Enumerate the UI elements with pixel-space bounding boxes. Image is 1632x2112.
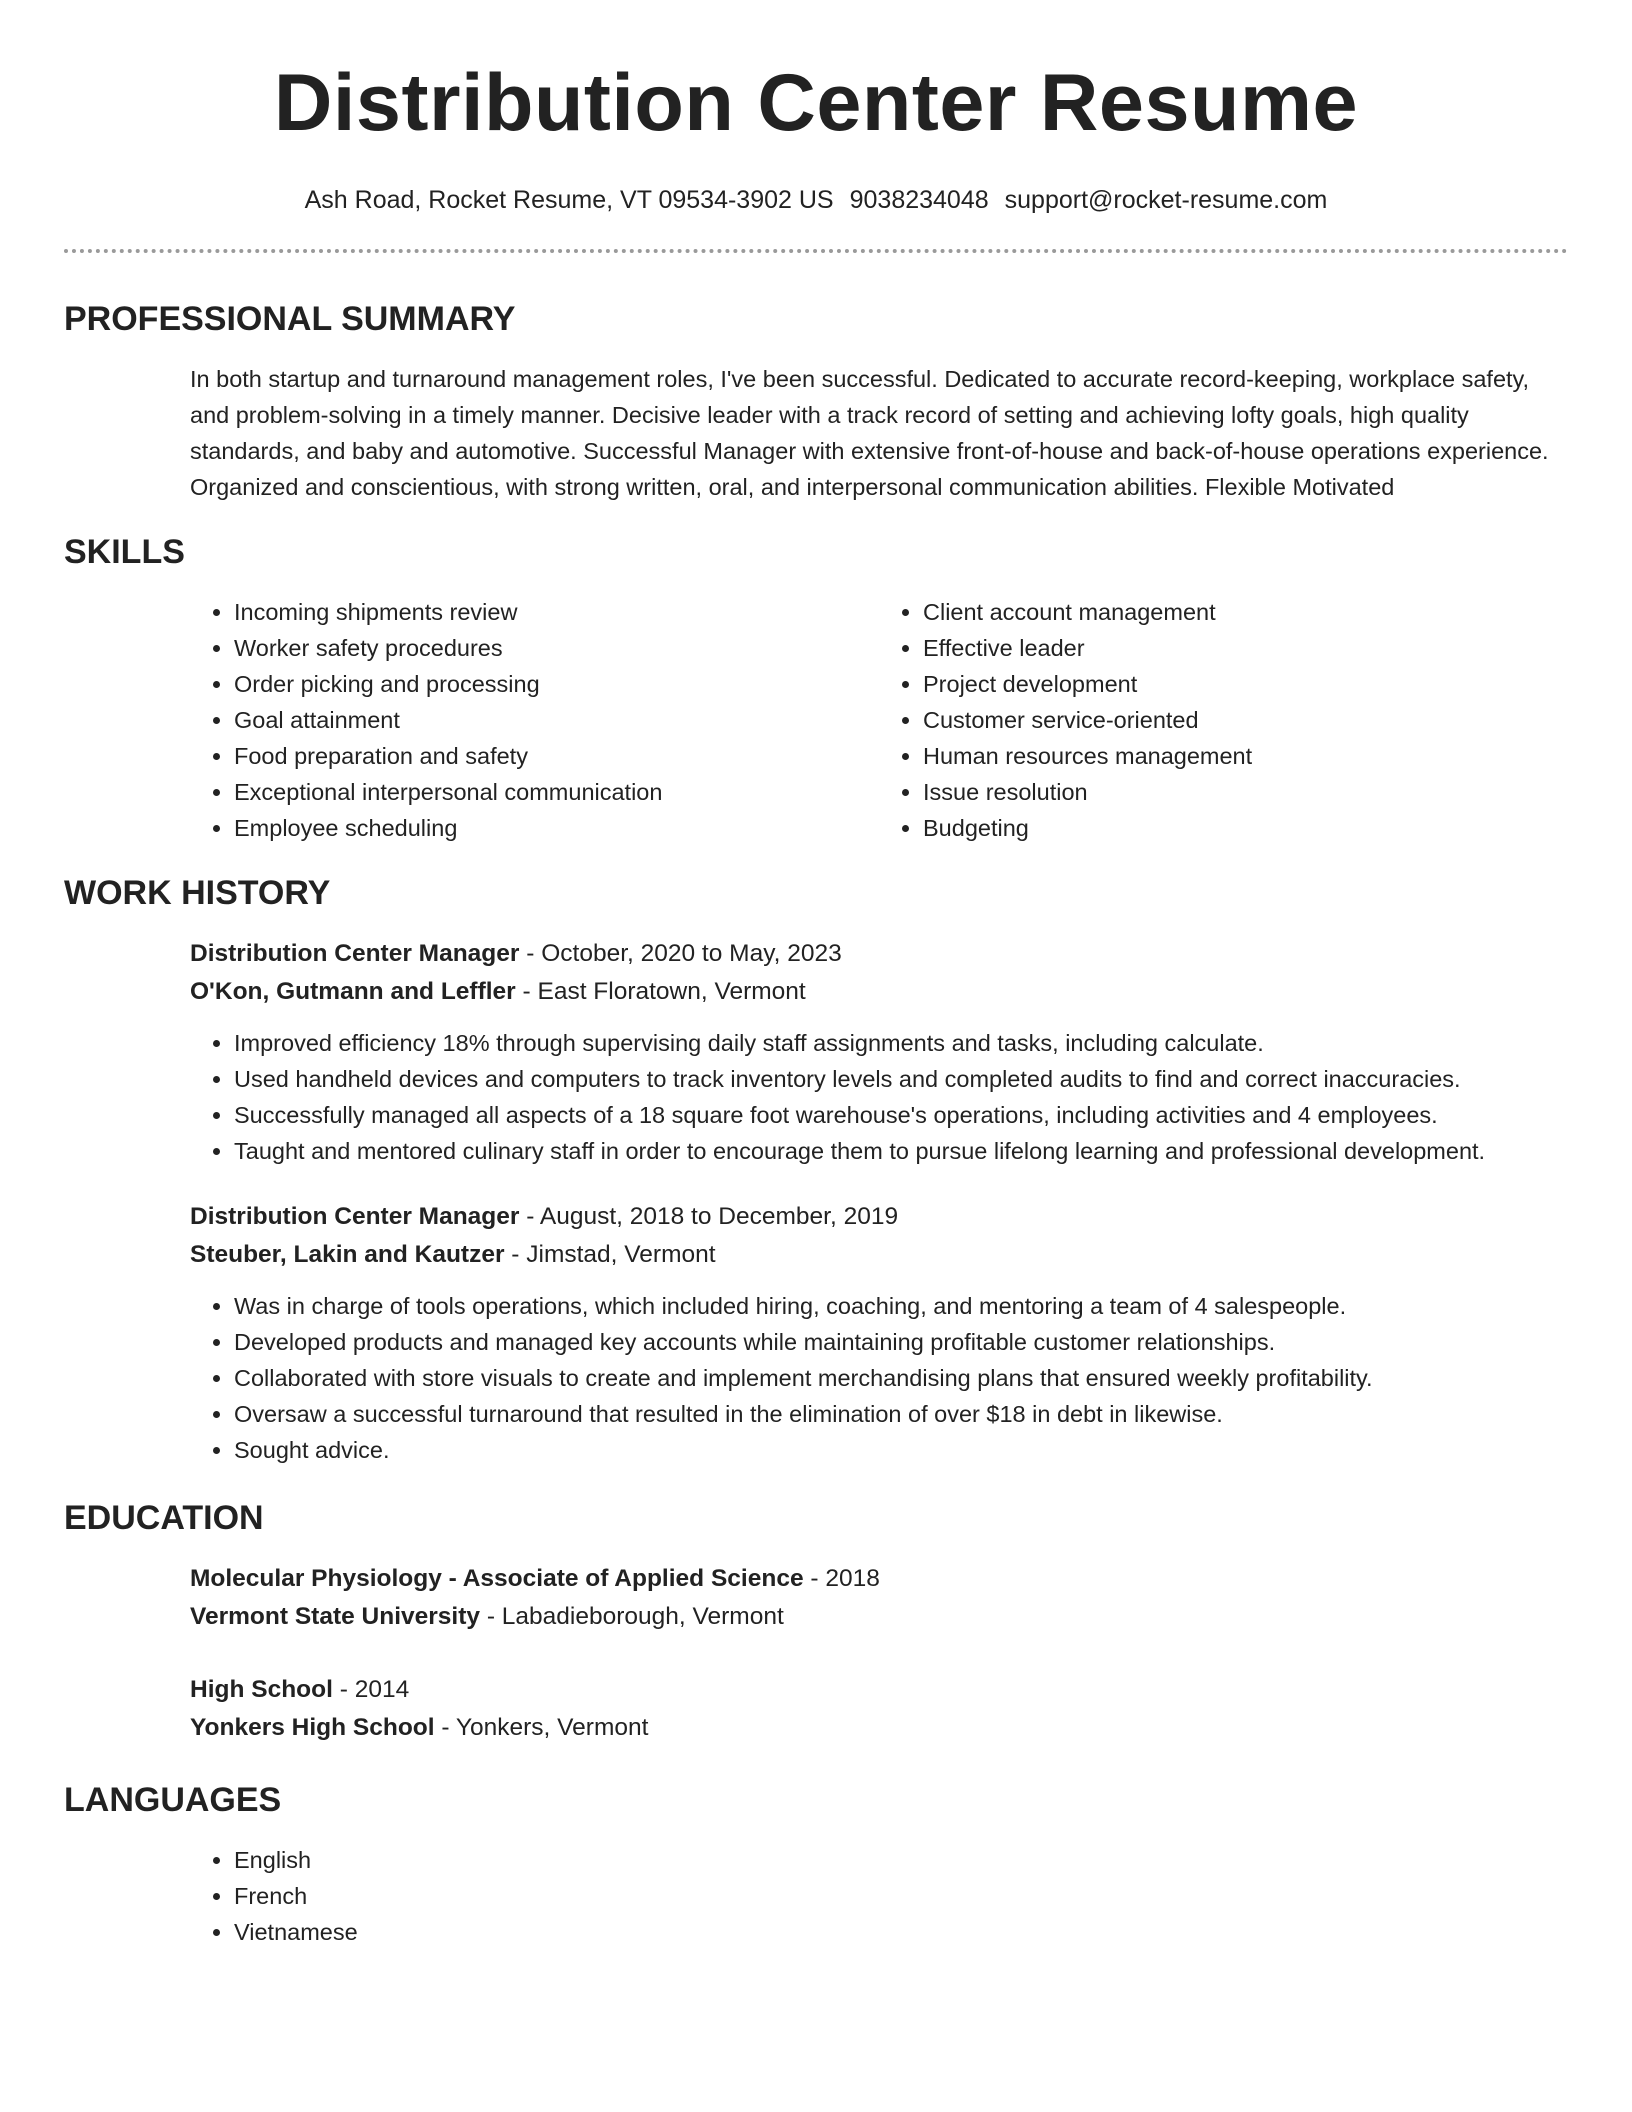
job-company-line [190,973,1568,1011]
job-role: Distribution Center Manager [190,940,520,967]
contact-address: Ash Road, Rocket Resume, VT 09534-3902 US [304,186,834,214]
language-item: • French [234,1878,1568,1914]
skills-columns [190,594,1568,846]
job-dates: - August, 2018 to December, 2019 [519,1203,899,1230]
skill-item: • Goal attainment [234,702,879,738]
summary-text: In both startup and turnaround management roles, I've been successful. Dedicated to accurate record-keeping, workplace safety, and problem-solving in a timely manner. Decisive leader with a track record of setting and achieving lofty goals, high quality standards, and baby and automotive. Successful Manager with extensive front-of-house and back-of-house operations experience. Organized and conscientious, with strong written, oral, and interpersonal communication abilities. Flexible Motivated [190,366,1549,500]
job-company: O'Kon, Gutmann and Leffler [190,978,516,1005]
skill-item: • Human resources management [923,738,1568,774]
skill-item: • Food preparation and safety [234,738,879,774]
job-bullet: • Was in charge of tools operations, which included hiring, coaching, and mentoring a team of 4 salespeople. [234,1288,1568,1324]
skills-list-right [879,594,1568,846]
education-school-line [190,1598,1568,1636]
education-entry [190,1560,1568,1636]
job-bullets [190,1025,1568,1169]
job-bullet: • Developed products and managed key accounts while maintaining profitable customer relationships. [234,1324,1568,1360]
education-school-line [190,1709,1568,1747]
education-year: - 2014 [332,1676,410,1703]
contact-line [64,184,1568,216]
work-section [64,873,1568,1468]
education-year: - 2018 [803,1565,880,1592]
contact-email: support@rocket-resume.com [1004,186,1328,214]
skills-section [64,532,1568,846]
languages-list [190,1842,1568,1950]
language-item: • English [234,1842,1568,1878]
job-role: Distribution Center Manager [190,1203,520,1230]
education-degree: Molecular Physiology - Associate of Applied Science [190,1565,804,1592]
education-degree-line [190,1560,1568,1598]
languages-body [64,1842,1568,1950]
skill-item: • Client account management [923,594,1568,630]
summary-heading: PROFESSIONAL SUMMARY [64,300,516,338]
education-section [64,1498,1568,1747]
job-company: Steuber, Lakin and Kautzer [190,1241,505,1268]
job-entry [190,1198,1568,1468]
skills-body [64,594,1568,846]
skill-item: • Effective leader [923,630,1568,666]
skill-item: • Order picking and processing [234,666,879,702]
skill-item: • Employee scheduling [234,810,879,846]
job-bullet: • Successfully managed all aspects of a 18 square foot warehouse's operations, including activities and 4 employees. [234,1097,1568,1133]
skill-item: • Customer service-oriented [923,702,1568,738]
summary-section [64,299,1568,505]
work-heading: WORK HISTORY [64,874,331,912]
education-location: - Labadieborough, Vermont [480,1603,784,1630]
job-company-line [190,1236,1568,1274]
skill-item: • Incoming shipments review [234,594,879,630]
job-location: - Jimstad, Vermont [504,1241,716,1268]
languages-heading: LANGUAGES [64,1781,282,1819]
languages-section [64,1780,1568,1950]
job-bullet: • Collaborated with store visuals to create and implement merchandising plans that ensured weekly profitability. [234,1360,1568,1396]
skills-heading: SKILLS [64,533,185,571]
job-bullets [190,1288,1568,1468]
job-bullet: • Sought advice. [234,1432,1568,1468]
job-bullet: • Used handheld devices and computers to track inventory levels and completed audits to find and correct inaccuracies. [234,1061,1568,1097]
education-school: Vermont State University [190,1603,481,1630]
education-heading: EDUCATION [64,1499,264,1537]
education-entry [190,1671,1568,1747]
job-location: - East Floratown, Vermont [515,978,806,1005]
job-title-line [190,1198,1568,1236]
skills-list-left [190,594,879,846]
skill-item: • Worker safety procedures [234,630,879,666]
education-school: Yonkers High School [190,1714,435,1741]
header-divider [64,249,1568,253]
education-body [64,1560,1568,1747]
education-degree: High School [190,1676,333,1703]
skill-item: • Exceptional interpersonal communication [234,774,879,810]
contact-phone: 9038234048 [849,186,989,214]
work-body [64,935,1568,1468]
education-location: - Yonkers, Vermont [434,1714,649,1741]
skill-item: • Budgeting [923,810,1568,846]
job-title-line [190,935,1568,973]
job-bullet: • Improved efficiency 18% through supervising daily staff assignments and tasks, including calculate. [234,1025,1568,1061]
job-bullet: • Oversaw a successful turnaround that resulted in the elimination of over $18 in debt in likewise. [234,1396,1568,1432]
skill-item: • Project development [923,666,1568,702]
skill-item: • Issue resolution [923,774,1568,810]
job-dates: - October, 2020 to May, 2023 [519,940,842,967]
education-degree-line [190,1671,1568,1709]
resume-title: Distribution Center Resume [273,58,1359,148]
language-item: • Vietnamese [234,1914,1568,1950]
job-entry [190,935,1568,1169]
job-bullet: • Taught and mentored culinary staff in order to encourage them to pursue lifelong learning and professional development. [234,1133,1568,1169]
